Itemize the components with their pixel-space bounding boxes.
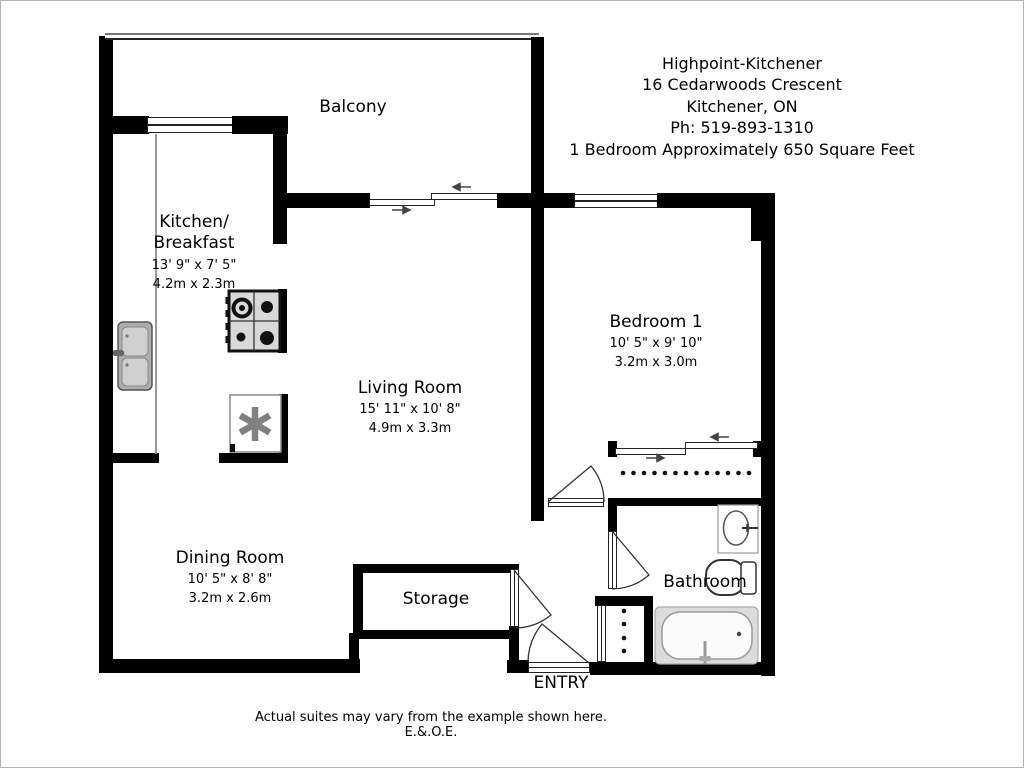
- property-city: Kitchener, ON: [686, 96, 798, 116]
- room-dims-imperial: 10' 5" x 9' 10": [609, 336, 703, 352]
- closet-rod-dots: [621, 471, 752, 476]
- room-name: Storage: [402, 589, 470, 609]
- kitchen-label: [133, 212, 255, 293]
- room-dims-metric: 4.2m x 2.3m: [152, 276, 236, 292]
- property-name: Highpoint-Kitchener: [662, 54, 822, 73]
- room-name: Breakfast: [153, 233, 235, 254]
- room-dims-metric: 3.2m x 2.6m: [188, 591, 272, 607]
- disclaimer-text: Actual suites may vary from the example shown here. E.&.O.E.: [254, 710, 608, 740]
- balcony-slider-arrows: [392, 184, 471, 214]
- storage-label: [384, 589, 488, 610]
- storage-door-swing-arc: [514, 570, 551, 628]
- property-phone: Ph: 519-893-1310: [670, 118, 814, 138]
- room-name: Kitchen/: [159, 212, 229, 232]
- property-address: 16 Cedarwoods Crescent: [642, 75, 842, 95]
- room-name: Dining Room: [175, 548, 285, 568]
- stove-icon: [226, 291, 281, 351]
- entry-label: [521, 673, 601, 694]
- entry-closet-rod-dots: [622, 609, 627, 654]
- bathroom-sink-icon: [718, 505, 758, 553]
- room-name: Living Room: [357, 378, 463, 398]
- room-dims-metric: 4.9m x 3.3m: [368, 421, 452, 437]
- room-name: Bathroom: [663, 572, 747, 592]
- room-dims-metric: 3.2m x 3.0m: [614, 355, 698, 371]
- property-description: 1 Bedroom Approximately 650 Square Feet: [569, 139, 915, 159]
- kitchen-sink-icon: [113, 322, 152, 390]
- balcony-label: [293, 97, 413, 118]
- bedroom-door-swing-arc: [548, 466, 604, 502]
- entry-door-swing-arc: [528, 624, 589, 663]
- dining-room-label: [169, 548, 291, 608]
- closet-slider-arrows: [646, 434, 729, 462]
- property-info-block: [564, 53, 920, 160]
- room-dims-imperial: 15' 11" x 10' 8": [359, 402, 461, 418]
- bedroom-label: [595, 312, 717, 372]
- room-name: Balcony: [319, 97, 387, 117]
- room-name: Bedroom 1: [609, 312, 703, 332]
- room-dims-imperial: 10' 5" x 8' 8": [187, 572, 273, 588]
- refrigerator-icon: [230, 395, 281, 452]
- bathroom-label: [655, 572, 755, 593]
- living-room-label: [349, 378, 471, 438]
- room-dims-imperial: 13' 9" x 7' 5": [151, 257, 237, 273]
- room-name: ENTRY: [533, 673, 589, 693]
- bathtub-icon: [655, 607, 758, 664]
- bathroom-door-swing-arc: [612, 531, 649, 589]
